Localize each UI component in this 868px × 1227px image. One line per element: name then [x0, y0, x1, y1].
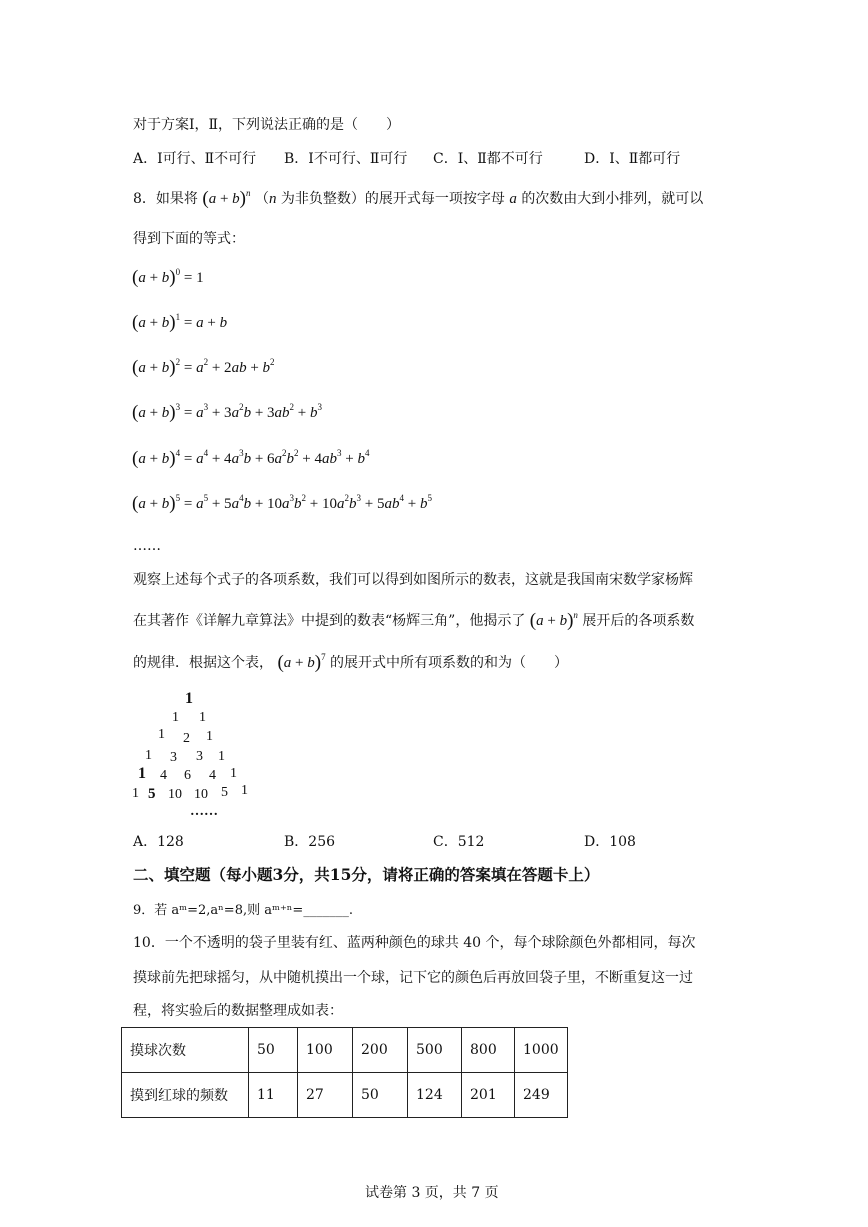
table-cell: 11	[249, 1073, 298, 1118]
ellipsis: ……	[133, 538, 161, 554]
q8-number: 8．如果将	[133, 191, 198, 207]
q9: 9．若 aᵐ=2,aⁿ=8,则 aᵐ⁺ⁿ=_______.	[133, 903, 353, 918]
q7-option-a: A．Ⅰ可行、Ⅱ不可行	[133, 151, 257, 167]
table-cell: 摸到红球的频数	[122, 1073, 249, 1118]
section-heading: 二、填空题（每小题3分，共15分，请将正确的答案填在答题卡上）	[133, 865, 600, 884]
q7-option-b: B．Ⅰ不可行、Ⅱ可行	[284, 151, 408, 167]
q8-option-a: A．128	[133, 834, 184, 850]
q10-line3: 程，将实验后的数据整理成如表：	[133, 1003, 343, 1019]
table-cell: 27	[298, 1073, 353, 1118]
q8-line2: 得到下面的等式：	[133, 231, 245, 247]
q8-formula-a-plus-b-n: $(a + b)^n$	[202, 188, 251, 209]
q8-option-d: D．108	[584, 834, 636, 850]
equation-power-2: $(a + b)^2 = a^2 + 2ab + b^2$	[132, 357, 275, 378]
table-cell: 1000	[515, 1028, 568, 1073]
q8-stem: 8．如果将 $(a + b)^n$ （n 为非负整数）的展开式每一项按字母 a 的次数由大到小排列，就可以	[133, 188, 704, 209]
q8-option-b: B．256	[284, 834, 336, 850]
table-cell: 124	[408, 1073, 462, 1118]
experiment-table	[121, 1027, 568, 1118]
q10-line1: 10．一个不透明的袋子里装有红、蓝两种颜色的球共 40 个，每个球除颜色外都相同，每次	[133, 935, 696, 951]
q8-option-c: C．512	[433, 834, 485, 850]
q8-paragraph-3: 的规律．根据这个表， $(a + b)^7$ 的展开式中所有项系数的和为（ ）	[133, 652, 569, 673]
table-cell: 201	[462, 1073, 515, 1118]
triangle-dots: ……	[190, 804, 218, 819]
equation-power-3: $(a + b)^3 = a^3 + 3a^2b + 3ab^2 + b^3$	[132, 402, 322, 423]
q7-option-c: C．Ⅰ、Ⅱ都不可行	[433, 151, 543, 167]
q8-paragraph-1: 观察上述每个式子的各项系数，我们可以得到如图所示的数表，这就是我国南宋数学家杨辉	[133, 572, 693, 588]
q8-paragraph-2: 在其著作《详解九章算法》中提到的数表“杨辉三角”，他揭示了 $(a + b)^n$ 展开后的各项系数	[133, 610, 695, 631]
table-cell: 249	[515, 1073, 568, 1118]
table-row	[122, 1028, 568, 1073]
table-cell: 50	[353, 1073, 408, 1118]
page-footer: 试卷第 3 页，共 7 页	[365, 1185, 499, 1201]
table-cell: 500	[408, 1028, 462, 1073]
table-row	[122, 1073, 568, 1118]
q7-option-d: D．Ⅰ、Ⅱ都可行	[584, 151, 681, 167]
q7-stem: 对于方案Ⅰ，Ⅱ，下列说法正确的是（ ）	[133, 117, 401, 133]
equation-power-5: $(a + b)^5 = a^5 + 5a^4b + 10a^3b^2 + 10a^2b^3 + 5ab^4 + b^5$	[132, 493, 432, 514]
table-cell: 50	[249, 1028, 298, 1073]
q10-line2: 摸球前先把球摇匀，从中随机摸出一个球，记下它的颜色后再放回袋子里，不断重复这一过	[133, 970, 693, 986]
table-cell: 200	[353, 1028, 408, 1073]
table-cell: 800	[462, 1028, 515, 1073]
table-cell: 摸球次数	[122, 1028, 249, 1073]
equation-power-1: $(a + b)^1 = a + b$	[132, 312, 228, 333]
table-cell: 100	[298, 1028, 353, 1073]
equation-power-4: $(a + b)^4 = a^4 + 4a^3b + 6a^2b^2 + 4ab^3 + b^4$	[132, 448, 370, 469]
equation-power-0: $(a + b)^0 = 1$	[132, 267, 204, 288]
